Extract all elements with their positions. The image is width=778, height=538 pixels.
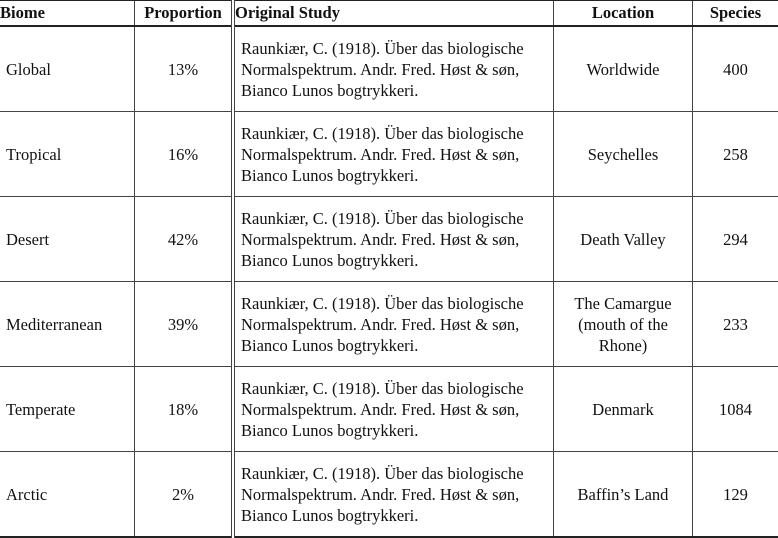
cell-proportion: 13%	[135, 26, 234, 112]
cell-biome: Tropical	[0, 112, 135, 197]
header-species: Species	[693, 1, 778, 27]
cell-species: 258	[693, 112, 778, 197]
cell-location: Seychelles	[554, 112, 693, 197]
cell-proportion: 39%	[135, 282, 234, 367]
cell-proportion: 2%	[135, 452, 234, 538]
cell-location: The Camargue (mouth of the Rhone)	[554, 282, 693, 367]
table-row	[0, 282, 778, 367]
cell-study: Raunkiær, C. (1918). Über das biologische Normalspektrum. Andr. Fred. Høst & søn, Bianco Lunos bogtrykkeri.	[233, 197, 554, 282]
cell-species: 233	[693, 282, 778, 367]
cell-species: 1084	[693, 367, 778, 452]
cell-species: 400	[693, 26, 778, 112]
table-row	[0, 197, 778, 282]
cell-biome: Mediterranean	[0, 282, 135, 367]
cell-study: Raunkiær, C. (1918). Über das biologische Normalspektrum. Andr. Fred. Høst & søn, Bianco Lunos bogtrykkeri.	[233, 112, 554, 197]
cell-biome: Arctic	[0, 452, 135, 538]
cell-location: Baffin’s Land	[554, 452, 693, 538]
cell-location: Death Valley	[554, 197, 693, 282]
cell-biome: Temperate	[0, 367, 135, 452]
cell-proportion: 42%	[135, 197, 234, 282]
cell-study: Raunkiær, C. (1918). Über das biologische Normalspektrum. Andr. Fred. Høst & søn, Bianco Lunos bogtrykkeri.	[233, 367, 554, 452]
cell-biome: Desert	[0, 197, 135, 282]
header-original-study: Original Study	[233, 1, 554, 27]
cell-biome: Global	[0, 26, 135, 112]
cell-species: 294	[693, 197, 778, 282]
cell-study: Raunkiær, C. (1918). Über das biologische Normalspektrum. Andr. Fred. Høst & søn, Bianco Lunos bogtrykkeri.	[233, 26, 554, 112]
table-row	[0, 452, 778, 538]
cell-location: Worldwide	[554, 26, 693, 112]
header-location: Location	[554, 1, 693, 27]
table-row	[0, 112, 778, 197]
cell-species: 129	[693, 452, 778, 538]
cell-study: Raunkiær, C. (1918). Über das biologische Normalspektrum. Andr. Fred. Høst & søn, Bianco Lunos bogtrykkeri.	[233, 452, 554, 538]
cell-proportion: 18%	[135, 367, 234, 452]
table-row	[0, 367, 778, 452]
header-proportion: Proportion	[135, 1, 234, 27]
cell-location: Denmark	[554, 367, 693, 452]
header-row	[0, 1, 778, 27]
cell-study: Raunkiær, C. (1918). Über das biologische Normalspektrum. Andr. Fred. Høst & søn, Bianco Lunos bogtrykkeri.	[233, 282, 554, 367]
table-row	[0, 26, 778, 112]
header-biome: Biome	[0, 1, 135, 27]
cell-proportion: 16%	[135, 112, 234, 197]
